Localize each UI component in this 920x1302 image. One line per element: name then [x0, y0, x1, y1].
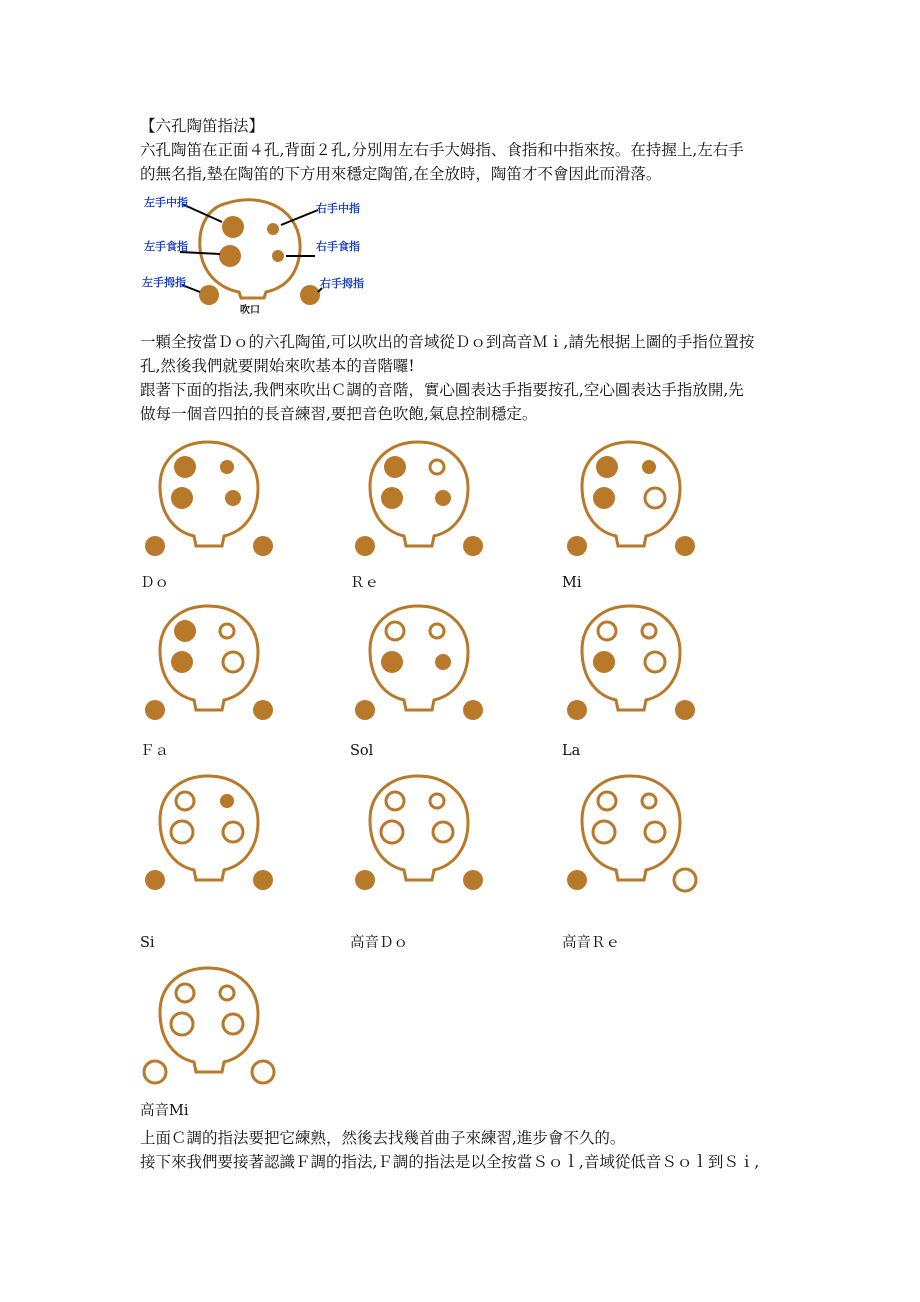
mid-line-4: 做每一個音四拍的長音練習,要把音色吹飽,氣息控制穩定。	[140, 405, 538, 423]
note-2-hole-left-middle-closed	[384, 456, 406, 478]
intro-line-2: 的無名指,墊在陶笛的下方用來穩定陶笛,在全放時，陶笛才不會因此而滑落。	[140, 165, 662, 183]
note-7-hole-right-middle-closed	[220, 794, 234, 808]
legend-ocarina-body	[200, 200, 300, 298]
note-4-hole-right-index-open	[223, 652, 243, 672]
end-line-2: 接下來我們要接著認識Ｆ調的指法,Ｆ調的指法是以全按當Ｓｏｌ,音域從低音Ｓｏｌ到Ｓｉ,	[140, 1153, 760, 1171]
note-2-hole-left-index-closed	[381, 487, 403, 509]
note-9-ocarina-diagram	[562, 770, 702, 910]
note-1-hole-left-index-closed	[171, 487, 193, 509]
intro-line-1: 六孔陶笛在正面４孔,背面２孔,分別用左右手大姆指、食指和中指來按。在持握上,左右手	[140, 141, 744, 159]
note-7-hole-left-thumb-closed	[145, 870, 165, 890]
note-6-hole-right-thumb-closed	[675, 700, 695, 720]
note-9-hole-right-thumb-open	[674, 869, 696, 891]
note-1-hole-right-index-closed	[225, 490, 241, 506]
note-10-hole-right-index-open	[223, 1014, 243, 1034]
note-7-hole-right-thumb-closed	[253, 870, 273, 890]
legend-hole-left-middle	[222, 216, 244, 238]
note-4-hole-left-index-closed	[171, 651, 193, 673]
note-4-hole-right-middle-open	[220, 624, 234, 638]
note-5-hole-right-middle-open	[430, 624, 444, 638]
note-5-hole-left-index-closed	[381, 651, 403, 673]
note-10-label: 高音Mi	[140, 1103, 189, 1119]
note-9-hole-right-middle-open	[642, 794, 656, 808]
note-7-ocarina-diagram	[140, 770, 280, 910]
note-3-hole-left-middle-closed	[596, 456, 618, 478]
note-4-hole-left-thumb-closed	[145, 700, 165, 720]
note-6-hole-left-thumb-closed	[567, 700, 587, 720]
note-4-ocarina-diagram	[140, 600, 280, 740]
page-heading: 【六孔陶笛指法】	[140, 117, 265, 135]
note-2-hole-right-thumb-closed	[463, 536, 483, 556]
note-6-hole-left-index-closed	[593, 651, 615, 673]
note-4-hole-left-middle-closed	[174, 620, 196, 642]
note-5-hole-right-index-closed	[435, 654, 451, 670]
note-5-hole-left-middle-open	[386, 622, 404, 640]
legend-label-right-index: 右手食指	[316, 240, 360, 253]
legend-hole-right-middle	[267, 223, 279, 235]
note-2-hole-right-middle-open	[430, 460, 444, 474]
note-1-hole-right-middle-closed	[220, 460, 234, 474]
note-10-ocarina-diagram	[140, 962, 280, 1102]
note-10-hole-right-thumb-open	[252, 1061, 274, 1083]
note-1-hole-right-thumb-closed	[253, 536, 273, 556]
note-4-label: Ｆａ	[140, 743, 169, 759]
note-9-hole-left-middle-open	[598, 792, 616, 810]
note-2-label: Ｒｅ	[350, 575, 379, 591]
legend-hole-left-index	[219, 245, 241, 267]
note-3-hole-right-index-open	[645, 488, 665, 508]
note-10-hole-right-middle-open	[220, 986, 234, 1000]
note-9-hole-left-index-open	[593, 821, 615, 843]
note-6-hole-right-index-open	[645, 652, 665, 672]
legend-hole-right-index	[272, 250, 284, 262]
legend-label-left-index: 左手食指	[144, 240, 188, 253]
note-3-hole-right-middle-closed	[642, 460, 656, 474]
note-2-hole-right-index-closed	[435, 490, 451, 506]
note-2-hole-left-thumb-closed	[355, 536, 375, 556]
legend-label-mouthpiece: 吹口	[240, 305, 260, 316]
note-7-hole-left-middle-open	[176, 792, 194, 810]
note-2-ocarina-diagram	[350, 436, 490, 576]
note-3-hole-right-thumb-closed	[675, 536, 695, 556]
note-5-ocarina-diagram	[350, 600, 490, 740]
note-5-hole-right-thumb-closed	[463, 700, 483, 720]
note-8-hole-right-thumb-closed	[463, 870, 483, 890]
legend-label-left-middle: 左手中指	[144, 196, 188, 209]
note-8-hole-right-middle-open	[430, 794, 444, 808]
note-8-hole-right-index-open	[433, 822, 453, 842]
note-7-hole-right-index-open	[223, 822, 243, 842]
note-10-hole-left-thumb-open	[144, 1061, 166, 1083]
note-1-ocarina-diagram	[140, 436, 280, 576]
note-6-hole-right-middle-open	[642, 624, 656, 638]
legend-label-left-thumb: 左手拇指	[142, 276, 186, 289]
note-3-hole-left-index-closed	[593, 487, 615, 509]
note-9-hole-left-thumb-closed	[567, 870, 587, 890]
note-4-hole-right-thumb-closed	[253, 700, 273, 720]
note-8-ocarina-diagram	[350, 770, 490, 910]
note-8-hole-left-middle-open	[386, 792, 404, 810]
note-8-hole-left-thumb-closed	[355, 870, 375, 890]
note-1-hole-left-middle-closed	[174, 456, 196, 478]
note-10-hole-left-index-open	[171, 1013, 193, 1035]
mid-line-3: 跟著下面的指法,我們來吹出Ｃ調的音階，實心圓表达手指要按孔,空心圓表达手指放開,先	[140, 381, 744, 399]
note-9-label: 高音Ｒｅ	[562, 935, 620, 951]
fingering-legend-diagram	[140, 192, 390, 322]
note-6-hole-left-middle-open	[598, 622, 616, 640]
note-8-hole-left-index-open	[381, 821, 403, 843]
legend-label-right-middle: 右手中指	[316, 202, 360, 215]
note-6-ocarina-diagram	[562, 600, 702, 740]
note-9-hole-right-index-open	[645, 822, 665, 842]
note-5-label: Sol	[350, 743, 374, 759]
note-1-label: Ｄｏ	[140, 575, 169, 591]
note-3-ocarina-diagram	[562, 436, 702, 576]
note-8-label: 高音Ｄｏ	[350, 935, 408, 951]
legend-hole-right-thumb	[300, 285, 320, 305]
note-3-hole-left-thumb-closed	[567, 536, 587, 556]
legend-label-right-thumb: 右手拇指	[320, 277, 364, 290]
end-line-1: 上面Ｃ調的指法要把它練熟，然後去找幾首曲子來練習,進步會不久的。	[140, 1129, 626, 1147]
note-5-hole-left-thumb-closed	[355, 700, 375, 720]
mid-line-1: 一顆全按當Ｄｏ的六孔陶笛,可以吹出的音域從Ｄｏ到高音Ｍｉ,請先根据上圖的手指位置按	[140, 333, 755, 351]
legend-hole-left-thumb	[199, 285, 219, 305]
note-3-label: Mi	[562, 575, 582, 591]
note-6-label: La	[562, 743, 581, 759]
note-1-hole-left-thumb-closed	[145, 536, 165, 556]
note-7-hole-left-index-open	[171, 821, 193, 843]
mid-line-2: 孔,然後我們就要開始來吹基本的音階囉!	[140, 357, 415, 375]
note-10-hole-left-middle-open	[176, 984, 194, 1002]
note-7-label: Si	[140, 935, 155, 951]
